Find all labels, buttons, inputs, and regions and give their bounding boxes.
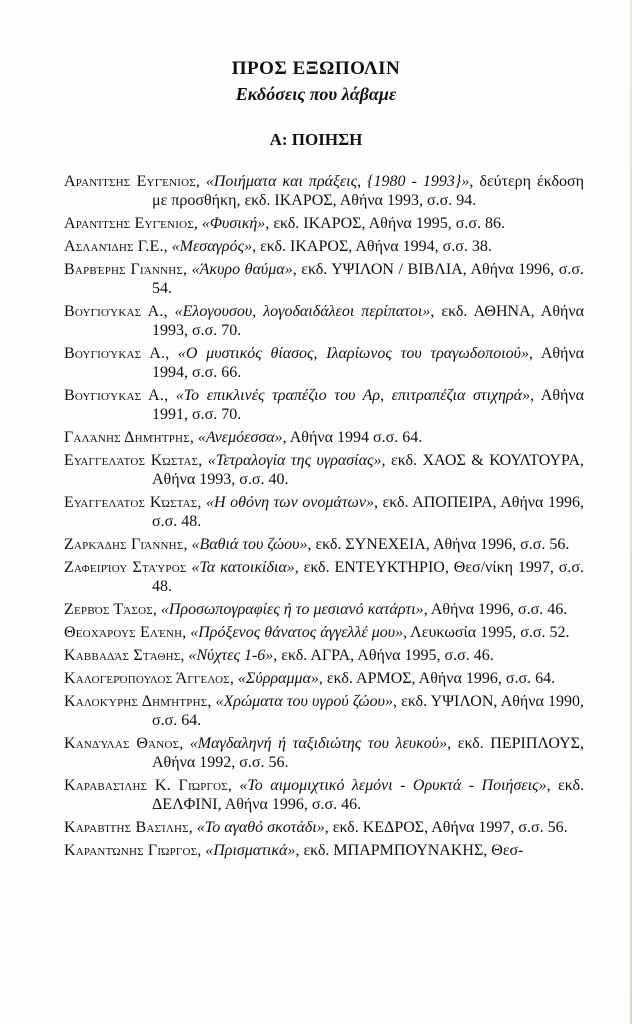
bibliography-entry bbox=[64, 734, 584, 772]
entry-separator: , bbox=[163, 238, 172, 255]
entry-author: Ζερβός Τάσος bbox=[64, 601, 153, 618]
page-title: ΠΡΟΣ ΕΞΩΠΟΛΙΝ bbox=[231, 58, 401, 79]
entry-details: , εκδ. ΠΕΡΙΠΛΟΥΣ, Αθήνα 1992, σ.σ. 56. bbox=[152, 735, 584, 771]
entry-author: Γαλάνης Δημήτρης bbox=[64, 429, 190, 446]
bibliography-entry bbox=[64, 428, 584, 447]
entry-author: Βουγιούκας Α. bbox=[64, 387, 165, 404]
entry-separator: , bbox=[197, 842, 206, 859]
entry-author: Κανδύλας Θάνος bbox=[64, 735, 180, 752]
bibliography-entry bbox=[64, 302, 584, 340]
entry-author: Καραβασίλης Κ. Γιώργος bbox=[64, 777, 228, 794]
entry-details: , εκδ. ΙΚΑΡΟΣ, Αθήνα 1994, σ.σ. 38. bbox=[252, 238, 492, 255]
entry-work-title: «Η οθόνη των ονομάτων» bbox=[205, 494, 374, 511]
bibliography-entry bbox=[64, 451, 584, 489]
entry-details: , Αθήνα 1994 σ.σ. 64. bbox=[282, 429, 423, 446]
entry-separator: , bbox=[183, 536, 192, 553]
entry-work-title: «Το αιμομιχτικό λεμόνι - Ορυκτά - Ποιήσεις» bbox=[239, 777, 547, 794]
bibliography-entry bbox=[64, 692, 584, 730]
entry-work-title: «Άκυρο θαύμα» bbox=[191, 261, 293, 278]
entry-separator: , bbox=[207, 693, 216, 710]
entry-details: , εκδ. ΑΠΟΠΕΙΡΑ, Αθήνα 1996, σ.σ. 48. bbox=[152, 494, 585, 530]
bibliography-entry bbox=[64, 493, 584, 531]
bibliography-list bbox=[64, 172, 584, 864]
entry-separator: , bbox=[179, 735, 190, 752]
entry-details: , Λευκωσία 1995, σ.σ. 52. bbox=[403, 624, 570, 641]
entry-separator: , bbox=[189, 429, 198, 446]
entry-work-title: «Μεσαγρός» bbox=[171, 238, 253, 255]
entry-details: , εκδ. ΔΕΛΦΙΝΙ, Αθήνα 1996, σ.σ. 46. bbox=[152, 777, 585, 813]
entry-separator: , bbox=[183, 261, 192, 278]
bibliography-entry bbox=[64, 841, 584, 860]
entry-work-title: «Τετραλογία της υγρασίας» bbox=[207, 452, 382, 469]
entry-details: , εκδ. ΜΠΑΡΜΠΟΥΝΑΚΗΣ, Θεσ- bbox=[295, 842, 524, 859]
entry-work-title: «Ελογουσου, λογοδαιδάλεοι περίπατοι» bbox=[174, 303, 431, 320]
bibliography-entry bbox=[64, 600, 584, 619]
entry-author: Θεοχάρους Ελένη bbox=[64, 624, 183, 641]
bibliography-entry bbox=[64, 386, 584, 424]
entry-details: , Αθήνα 1991, σ.σ. 70. bbox=[152, 387, 585, 423]
entry-author: Ζαρκάδης Γιάννης bbox=[64, 536, 184, 553]
entry-work-title: «Πρισματικά» bbox=[205, 842, 296, 859]
bibliography-entry bbox=[64, 818, 584, 837]
bibliography-entry bbox=[64, 344, 584, 382]
entry-details: , εκδ. ΥΨΙΛΟΝ, Αθήνα 1990, σ.σ. 64. bbox=[152, 693, 585, 729]
entry-separator: , bbox=[197, 494, 206, 511]
entry-work-title: «Ποιήματα και πράξεις, {1980 - 1993}» bbox=[205, 173, 470, 190]
entry-details: , εκδ. ΑΘΗΝΑ, Αθήνα 1993, σ.σ. 70. bbox=[152, 303, 584, 339]
bibliography-entry bbox=[64, 535, 584, 554]
bibliography-entry bbox=[64, 646, 584, 665]
entry-author: Ευαγγελάτος Κώστας bbox=[64, 494, 198, 511]
entry-details: , εκδ. ΚΕΔΡΟΣ, Αθήνα 1997, σ.σ. 56. bbox=[324, 819, 568, 836]
entry-details: , εκδ. ΥΨΙΛΟΝ / ΒΙΒΛΙΑ, Αθήνα 1996, σ.σ. 54. bbox=[152, 261, 584, 297]
bibliography-entry bbox=[64, 214, 584, 233]
bibliography-entry bbox=[64, 172, 584, 210]
section-heading: Α: ΠΟΙΗΣΗ bbox=[269, 130, 363, 149]
entry-separator: , bbox=[163, 303, 175, 320]
bibliography-entry bbox=[64, 260, 584, 298]
entry-details: , εκδ. ΑΓΡΑ, Αθήνα 1995, σ.σ. 46. bbox=[273, 647, 494, 664]
entry-author: Βουγιούκας Α. bbox=[64, 303, 164, 320]
entry-work-title: «Χρώματα του υγρού ζώου» bbox=[215, 693, 393, 710]
entry-details: , εκδ. ΣΥΝΕΧΕΙΑ, Αθήνα 1996, σ.σ. 56. bbox=[307, 536, 570, 553]
entry-separator: , bbox=[152, 601, 161, 618]
entry-author: Καλογερόπουλος Άγγελος bbox=[64, 670, 230, 687]
entry-author: Καλοκύρης Δημήτρης bbox=[64, 693, 208, 710]
entry-work-title: «Προσωπογραφίες ή το μεσιανό κατάρτι» bbox=[160, 601, 424, 618]
entry-separator: , bbox=[182, 624, 191, 641]
bibliography-entry bbox=[64, 776, 584, 814]
entry-separator: , bbox=[229, 670, 238, 687]
entry-author: Ασλανίδης Γ.Ε. bbox=[64, 238, 164, 255]
entry-separator: , bbox=[180, 647, 189, 664]
entry-work-title: «Βαθιά του ζώου» bbox=[191, 536, 308, 553]
entry-separator: , bbox=[193, 215, 202, 232]
entry-details: , εκδ. ΕΝΤΕΥΚΤΗΡΙΟ, Θεσ/νίκη 1997, σ.σ. 48. bbox=[152, 559, 585, 595]
entry-work-title: «Τα κατοικίδια» bbox=[191, 559, 295, 576]
entry-separator: , bbox=[188, 819, 197, 836]
entry-author: Καραντώνης Γιώργος bbox=[64, 842, 198, 859]
entry-work-title: «Ανεμόεσσα» bbox=[197, 429, 283, 446]
entry-work-title: «Φυσική» bbox=[201, 215, 266, 232]
bibliography-entry bbox=[64, 623, 584, 642]
bibliography-entry bbox=[64, 669, 584, 688]
entry-details: , εκδ. ΑΡΜΟΣ, Αθήνα 1996, σ.σ. 64. bbox=[318, 670, 556, 687]
page-subtitle: Εκδόσεις που λάβαμε bbox=[235, 84, 397, 104]
entry-author: Αρανίτσης Ευγένιος bbox=[64, 215, 194, 232]
entry-author: Ευαγγελάτος Κώστας bbox=[64, 452, 199, 469]
bibliography-entry bbox=[64, 558, 584, 596]
entry-author: Ζαφειρίου Σταύρος bbox=[64, 559, 187, 576]
entry-separator: , bbox=[164, 387, 176, 404]
entry-work-title: «Νύχτες 1-6» bbox=[188, 647, 274, 664]
entry-author: Καραβίτης Βασίλης bbox=[64, 819, 189, 836]
bibliography-entry bbox=[64, 237, 584, 256]
entry-work-title: «Το αγαθό σκοτάδι» bbox=[196, 819, 325, 836]
entry-separator: , bbox=[227, 777, 240, 794]
entry-work-title: «Το επικλινές τραπέζιο του Αρ, επιτραπέζια στιχηρά» bbox=[175, 387, 531, 404]
entry-work-title: «Μαγδαληνή ή ταξιδιώτης του λευκού» bbox=[189, 735, 448, 752]
entry-details: , Αθήνα 1994, σ.σ. 66. bbox=[152, 345, 585, 381]
entry-work-title: «Ο μυστικός θίασος, Ιλαρίωνος του τραγωδοποιού» bbox=[177, 345, 530, 362]
entry-work-title: «Σύρραμμα» bbox=[237, 670, 319, 687]
entry-details: , Αθήνα 1996, σ.σ. 46. bbox=[423, 601, 568, 618]
entry-work-title: «Πρόξενος θάνατος άγγελλέ μου» bbox=[190, 624, 404, 641]
entry-details: , δεύτερη έκδοση με προσθήκη, εκδ. ΙΚΑΡΟΣ, Αθήνα 1993, σ.σ. 94. bbox=[152, 173, 585, 209]
entry-details: , εκδ. ΧΑΟΣ & ΚΟΥΛΤΟΥΡΑ, Αθήνα 1993, σ.σ. 40. bbox=[152, 452, 584, 488]
entry-author: Αρανίτσης Ευγένιος bbox=[64, 173, 196, 190]
entry-details: , εκδ. ΙΚΑΡΟΣ, Αθήνα 1995, σ.σ. 86. bbox=[265, 215, 506, 232]
entry-author: Βαρβέρης Γιάννης bbox=[64, 261, 184, 278]
entry-separator: , bbox=[195, 173, 206, 190]
entry-separator: , bbox=[165, 345, 178, 362]
entry-author: Βουγιούκας Α. bbox=[64, 345, 166, 362]
entry-author: Καββαδάς Στάθης bbox=[64, 647, 181, 664]
entry-separator: , bbox=[198, 452, 208, 469]
